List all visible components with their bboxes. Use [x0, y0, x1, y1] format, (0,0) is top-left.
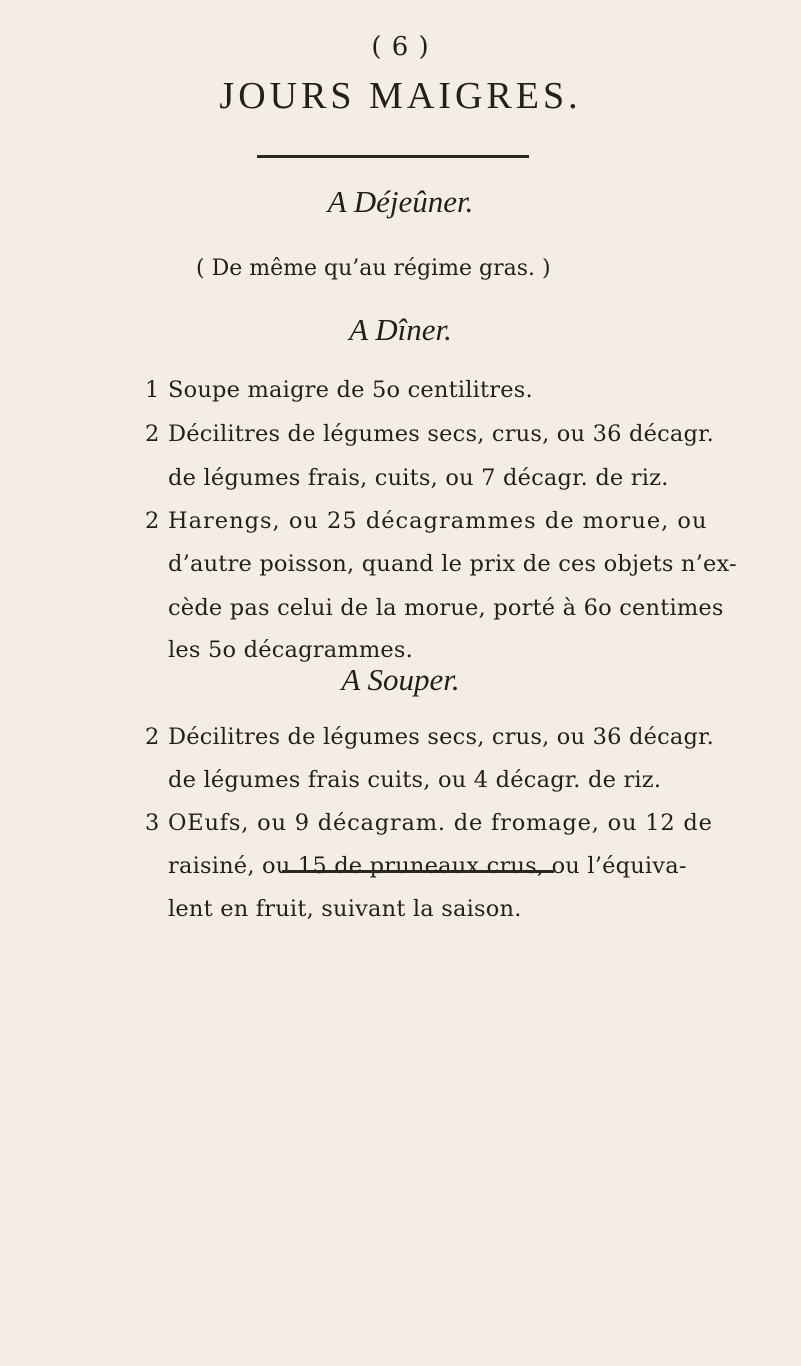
top-divider: [257, 155, 529, 158]
diner-item-3-qty: 2: [145, 508, 160, 534]
souper-item-1-line-1: Décilitres de légumes secs, crus, ou 36 décagr.: [168, 724, 714, 750]
diner-item-3-line-3: cède pas celui de la morue, porté à 6o centimes: [168, 595, 724, 621]
souper-item-2-qty: 3: [145, 810, 160, 836]
diner-item-1-line-1: Soupe maigre de 5o centilitres.: [168, 377, 533, 403]
dejeuner-note: ( De même qu’au régime gras. ): [196, 256, 551, 281]
diner-item-2-qty: 2: [145, 421, 160, 447]
diner-item-1-qty: 1: [145, 377, 160, 403]
diner-heading: A Dîner.: [349, 312, 452, 347]
souper-item-2-line-2: raisiné, ou 15 de pruneaux crus, ou l’équiva-: [168, 853, 687, 879]
souper-item-2-line-1: OEufs, ou 9 décagram. de fromage, ou 12 de: [168, 810, 713, 836]
diner-item-3-line-4: les 5o décagrammes.: [168, 637, 414, 663]
page-number: ( 6 ): [371, 32, 430, 62]
diner-item-3-line-2: d’autre poisson, quand le prix de ces objets n’ex-: [168, 551, 737, 577]
page-title: JOURS MAIGRES.: [219, 75, 582, 117]
souper-item-2-line-3: lent en fruit, suivant la saison.: [168, 896, 522, 922]
souper-item-1-qty: 2: [145, 724, 160, 750]
diner-item-2-line-2: de légumes frais, cuits, ou 7 décagr. de riz.: [168, 465, 669, 491]
bottom-divider: [282, 870, 554, 873]
souper-item-1-line-2: de légumes frais cuits, ou 4 décagr. de riz.: [168, 767, 662, 793]
diner-item-3-line-1: Harengs, ou 25 décagrammes de morue, ou: [168, 508, 708, 534]
souper-heading: A Souper.: [341, 662, 460, 697]
diner-item-2-line-1: Décilitres de légumes secs, crus, ou 36 décagr.: [168, 421, 714, 447]
dejeuner-heading: A Déjeûner.: [327, 184, 474, 219]
